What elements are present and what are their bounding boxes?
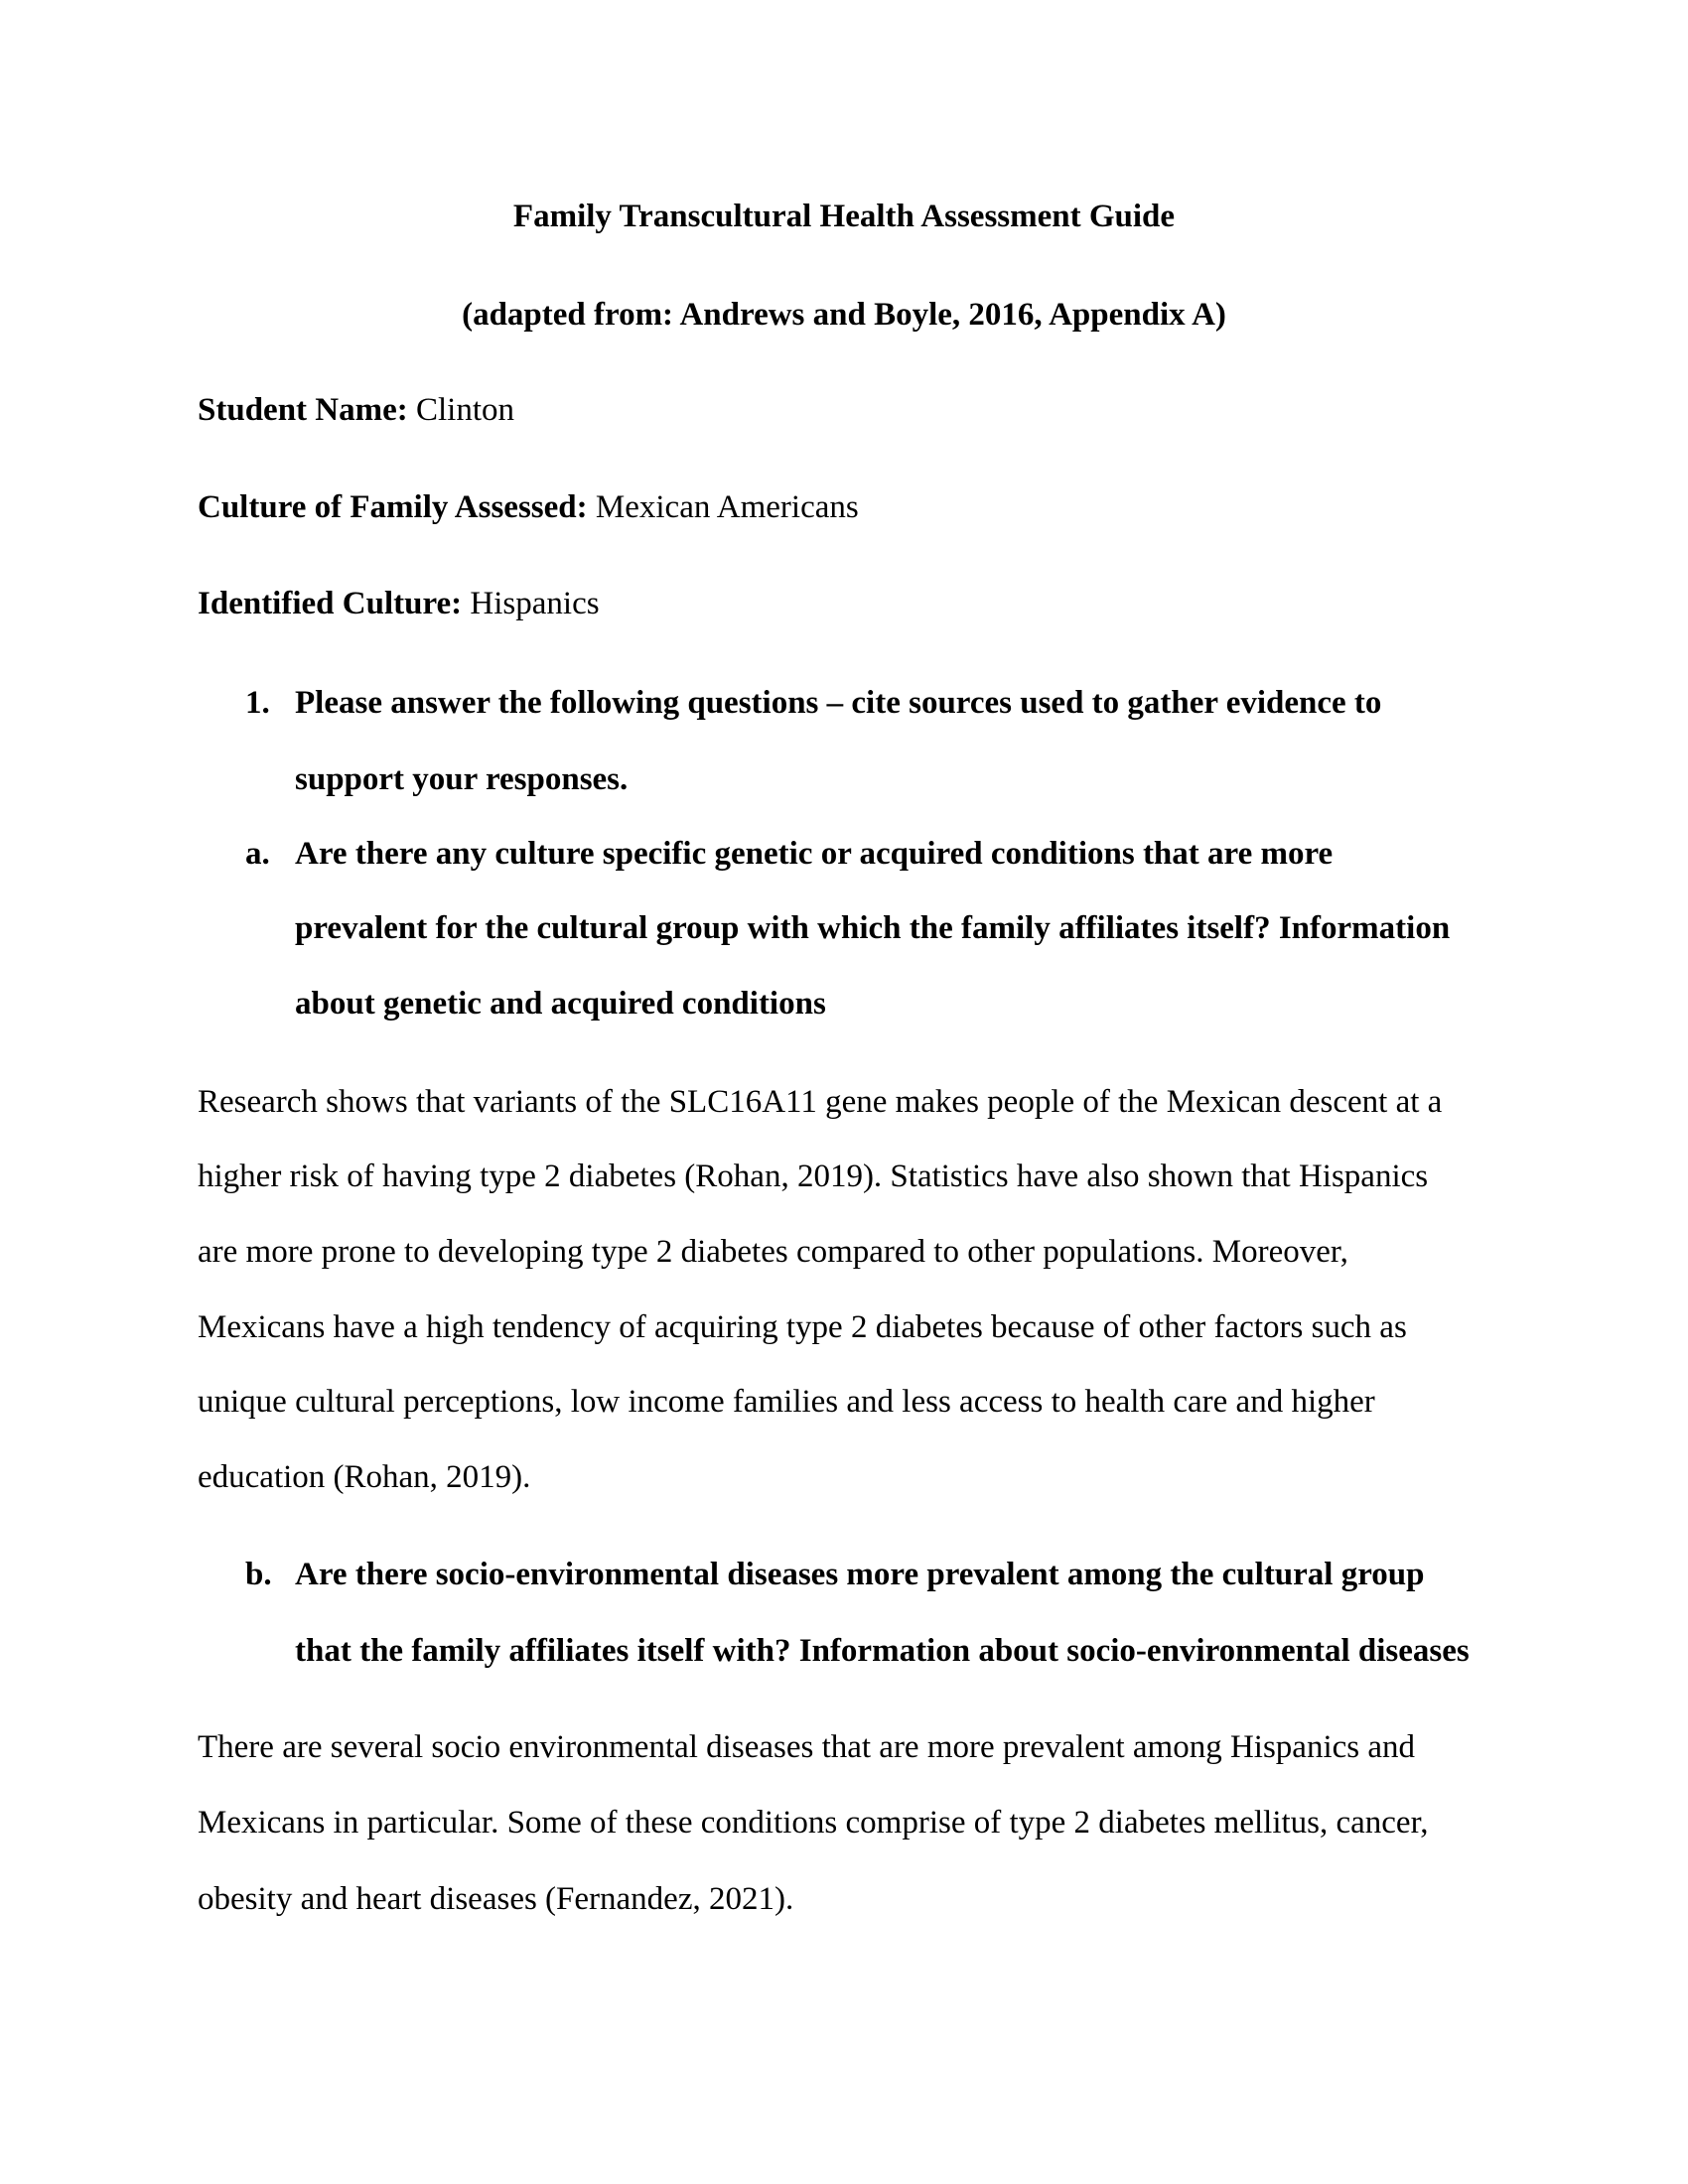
answer-line: obesity and heart diseases (Fernandez, 2021). xyxy=(198,1881,794,1917)
field-label: Identified Culture: xyxy=(198,586,463,621)
answer-line: Mexicans have a high tendency of acquiring type 2 diabetes because of other factors such as xyxy=(198,1309,1407,1345)
answer-line: Research shows that variants of the SLC16A11 gene makes people of the Mexican descent at a xyxy=(198,1084,1443,1120)
question-line: support your responses. xyxy=(295,761,629,797)
list-marker: b. xyxy=(245,1557,272,1592)
answer-line: education (Rohan, 2019). xyxy=(198,1459,531,1495)
question-line: Are there any culture specific genetic or acquired conditions that are more xyxy=(295,836,1334,872)
question-line: about genetic and acquired conditions xyxy=(295,986,826,1022)
answer-line: are more prone to developing type 2 diabetes compared to other populations. Moreover, xyxy=(198,1234,1348,1270)
question-line: Are there socio-environmental diseases more prevalent among the cultural group xyxy=(295,1557,1425,1592)
document-title: Family Transcultural Health Assessment Guide xyxy=(512,199,1176,234)
answer-line: Mexicans in particular. Some of these conditions comprise of type 2 diabetes mellitus, cancer, xyxy=(198,1805,1429,1841)
list-marker: 1. xyxy=(245,685,270,721)
document-subtitle: (adapted from: Andrews and Boyle, 2016, Appendix A) xyxy=(462,297,1226,333)
answer-line: There are several socio environmental diseases that are more prevalent among Hispanics and xyxy=(198,1729,1416,1765)
field-value: Hispanics xyxy=(462,586,600,621)
answer-line: unique cultural perceptions, low income families and less access to health care and higher xyxy=(198,1384,1375,1420)
field-value: Clinton xyxy=(407,392,515,428)
student-name-field xyxy=(198,372,514,448)
answer-line: higher risk of having type 2 diabetes (Rohan, 2019). Statistics have also shown that Hispanics xyxy=(198,1159,1429,1194)
question-line: prevalent for the cultural group with which the family affiliates itself? Information xyxy=(295,910,1451,946)
field-label: Student Name: xyxy=(198,392,408,428)
field-label: Culture of Family Assessed: xyxy=(198,489,588,525)
question-line: Please answer the following questions – cite sources used to gather evidence to xyxy=(295,685,1382,721)
culture-assessed-field xyxy=(198,470,859,545)
identified-culture-field xyxy=(198,566,600,641)
field-value: Mexican Americans xyxy=(587,489,859,525)
question-line: that the family affiliates itself with? Information about socio-environmental diseases xyxy=(295,1633,1470,1669)
list-marker: a. xyxy=(245,836,270,872)
